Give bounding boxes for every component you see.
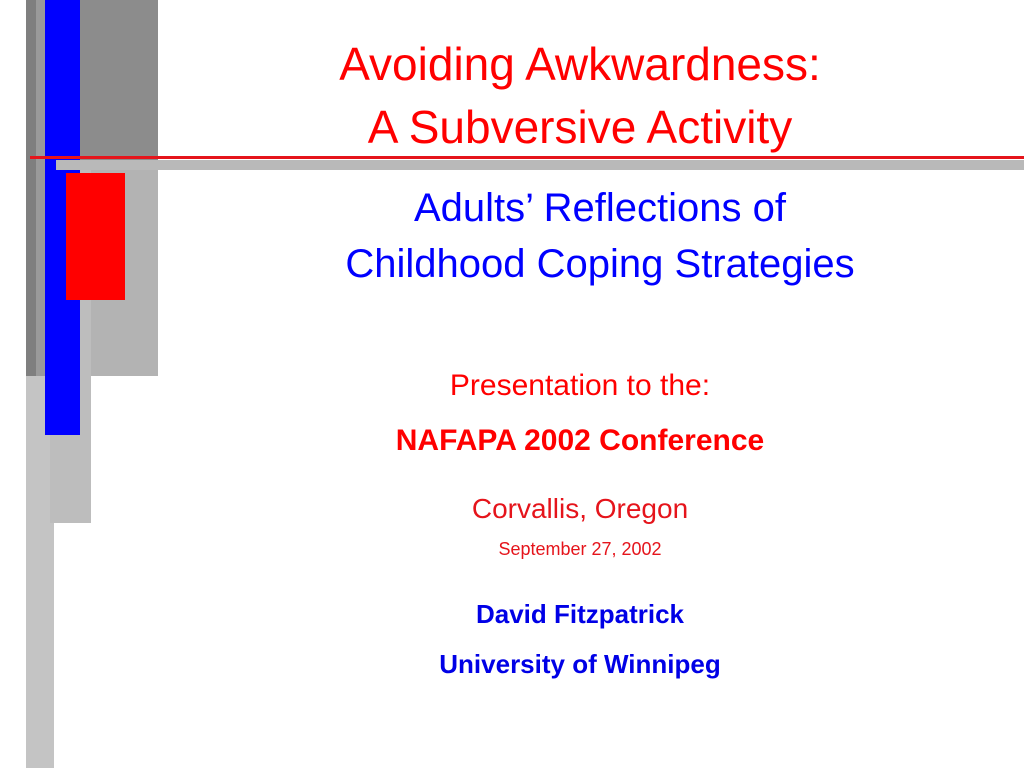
decor-red-block: [66, 173, 125, 300]
conference-location: Corvallis, Oregon: [471, 493, 689, 524]
decor-red-rule: [30, 156, 1024, 159]
slide-subtitle-line1: Adults’ Reflections of: [413, 186, 787, 230]
conference-name: NAFAPA 2002 Conference: [395, 424, 765, 457]
author-name: David Fitzpatrick: [475, 599, 685, 629]
slide-subtitle-line2: Childhood Coping Strategies: [345, 242, 855, 286]
author-affiliation: University of Winnipeg: [439, 649, 721, 679]
conference-date: September 27, 2002: [498, 539, 662, 559]
slide-title-line1: Avoiding Awkwardness:: [339, 38, 821, 90]
decor-gray-rule: [56, 160, 1024, 170]
slide-title-line2: A Subversive Activity: [367, 101, 793, 153]
presentation-label: Presentation to the:: [449, 369, 711, 402]
